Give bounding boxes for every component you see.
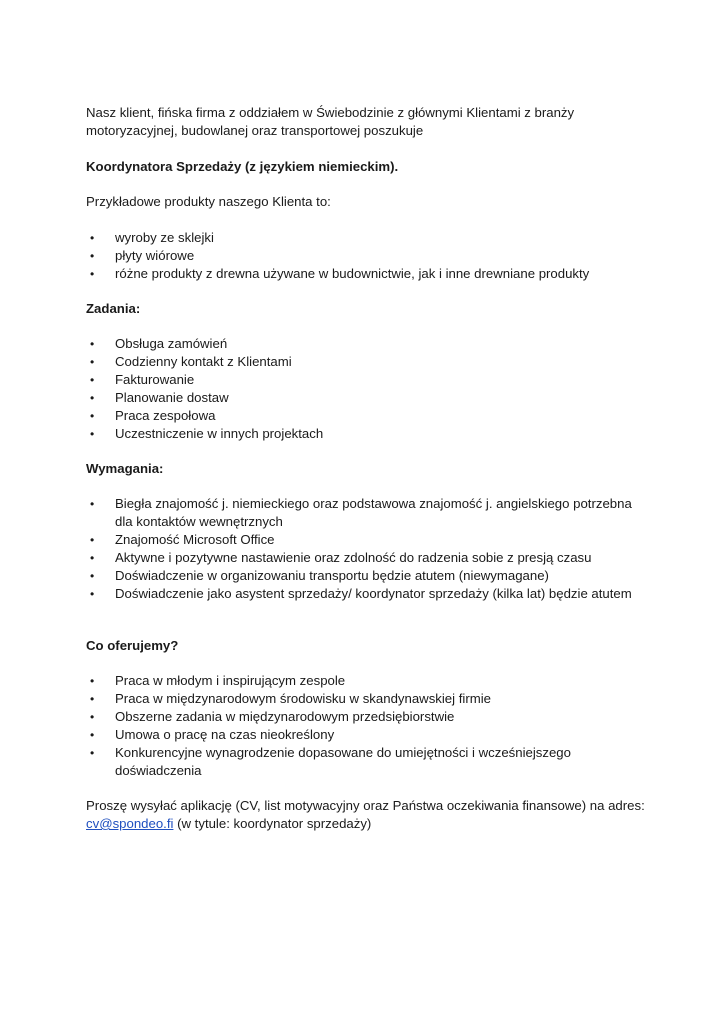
position-title: Koordynatora Sprzedaży (z językiem niemieckim). <box>86 159 399 174</box>
list-item-text: płyty wiórowe <box>115 248 195 263</box>
list-item-text: Konkurencyjne wynagrodzenie dopasowane do umiejętności i wcześniejszego doświadczenia <box>115 745 571 778</box>
bullet-icon: • <box>90 587 95 601</box>
list-item-text: Praca w międzynarodowym środowisku w skandynawskiej firmie <box>115 691 491 706</box>
list-item-text: Obsługa zamówień <box>115 336 228 351</box>
bullet-icon: • <box>90 391 95 405</box>
list-item <box>86 744 646 780</box>
list-item <box>86 672 646 690</box>
job-posting-document <box>86 104 646 833</box>
list-item <box>86 495 646 531</box>
email-link[interactable]: cv@spondeo.fi <box>86 816 174 831</box>
apply-paragraph <box>86 797 646 833</box>
list-item-text: Znajomość Microsoft Office <box>115 532 275 547</box>
list-item-text: Praca zespołowa <box>115 408 216 423</box>
bullet-icon: • <box>90 674 95 688</box>
list-item <box>86 389 646 407</box>
list-item <box>86 265 646 283</box>
bullet-icon: • <box>90 231 95 245</box>
list-item <box>86 726 646 744</box>
list-item <box>86 708 646 726</box>
offer-heading: Co oferujemy? <box>86 638 179 653</box>
list-item-text: wyroby ze sklejki <box>115 230 214 245</box>
requirements-heading: Wymagania: <box>86 461 164 476</box>
products-list <box>86 229 646 283</box>
bullet-icon: • <box>90 746 95 760</box>
list-item-text: Aktywne i pozytywne nastawienie oraz zdolność do radzenia sobie z presją czasu <box>115 550 592 565</box>
products-intro: Przykładowe produkty naszego Klienta to: <box>86 194 331 209</box>
requirements-list <box>86 495 646 603</box>
list-item-text: Planowanie dostaw <box>115 390 229 405</box>
list-item <box>86 229 646 247</box>
list-item <box>86 335 646 353</box>
bullet-icon: • <box>90 427 95 441</box>
bullet-icon: • <box>90 728 95 742</box>
list-item-text: różne produkty z drewna używane w budownictwie, jak i inne drewniane produkty <box>115 266 590 281</box>
list-item <box>86 425 646 443</box>
apply-text-after: (w tytule: koordynator sprzedaży) <box>173 816 372 831</box>
bullet-icon: • <box>90 569 95 583</box>
bullet-icon: • <box>90 373 95 387</box>
bullet-icon: • <box>90 692 95 706</box>
bullet-icon: • <box>90 551 95 565</box>
bullet-icon: • <box>90 497 95 511</box>
list-item-text: Doświadczenie w organizowaniu transportu będzie atutem (niewymagane) <box>115 568 549 583</box>
list-item-text: Biegła znajomość j. niemieckiego oraz podstawowa znajomość j. angielskiego potrzebna dla kontaktów wewnętrznych <box>115 496 632 529</box>
tasks-list <box>86 335 646 443</box>
list-item <box>86 353 646 371</box>
list-item <box>86 585 646 603</box>
list-item-text: Codzienny kontakt z Klientami <box>115 354 292 369</box>
list-item-text: Doświadczenie jako asystent sprzedaży/ koordynator sprzedaży (kilka lat) będzie atutem <box>115 586 632 601</box>
tasks-heading: Zadania: <box>86 301 141 316</box>
list-item-text: Fakturowanie <box>115 372 195 387</box>
bullet-icon: • <box>90 355 95 369</box>
offer-list <box>86 672 646 780</box>
list-item <box>86 407 646 425</box>
apply-text-before: Proszę wysyłać aplikację (CV, list motywacyjny oraz Państwa oczekiwania finansowe) na adres: <box>86 798 645 813</box>
bullet-icon: • <box>90 409 95 423</box>
bullet-icon: • <box>90 249 95 263</box>
list-item <box>86 531 646 549</box>
list-item-text: Umowa o pracę na czas nieokreślony <box>115 727 335 742</box>
list-item <box>86 549 646 567</box>
bullet-icon: • <box>90 267 95 281</box>
list-item <box>86 371 646 389</box>
list-item <box>86 690 646 708</box>
list-item <box>86 247 646 265</box>
bullet-icon: • <box>90 533 95 547</box>
intro-paragraph: Nasz klient, fińska firma z oddziałem w Świebodzinie z głównymi Klientami z branży motoryzacyjnej, budowlanej oraz transportowej poszukuje <box>86 105 575 138</box>
bullet-icon: • <box>90 337 95 351</box>
list-item-text: Obszerne zadania w międzynarodowym przedsiębiorstwie <box>115 709 455 724</box>
list-item-text: Praca w młodym i inspirującym zespole <box>115 673 346 688</box>
bullet-icon: • <box>90 710 95 724</box>
list-item <box>86 567 646 585</box>
list-item-text: Uczestniczenie w innych projektach <box>115 426 324 441</box>
